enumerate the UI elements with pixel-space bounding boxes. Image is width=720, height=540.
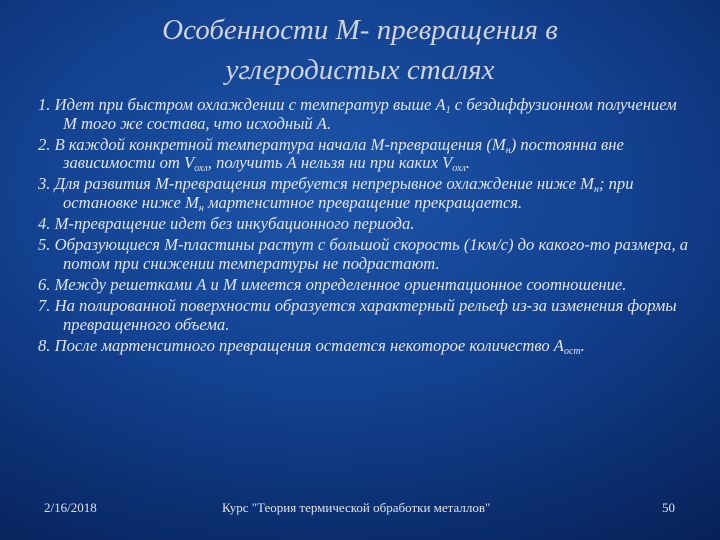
item-text: с бездиффузионном получением М того же состава, что исходный А. [63, 95, 677, 133]
slide-title-line-2: углеродистых сталях [225, 54, 495, 86]
item-number: 7. [38, 295, 51, 315]
subscript: охл [194, 163, 208, 175]
item-text: . [580, 335, 585, 355]
footer-course-name: Курс "Теория термической обработки металлов" [222, 500, 491, 515]
item-text: ) постоянна вне зависимости от V [63, 134, 624, 173]
item-text: После мартенситного превращения остается некоторое количество А [54, 335, 564, 355]
item-text: Для развития М-превращения требуется непрерывное охлаждение ниже М [54, 174, 594, 194]
item-number: 1. [38, 95, 51, 114]
item-text: Между решетками А и М имеется определенное ориентационное соотношение. [54, 274, 627, 294]
footer-page-number: 50 [662, 500, 675, 515]
item-text: На полированной поверхности образуется характерный рельеф из-за изменения формы превращенного объема. [54, 295, 677, 334]
item-text: ; при остановке ниже М [63, 174, 634, 212]
slide-footer [0, 495, 720, 519]
list-item-1 [38, 96, 690, 133]
list-item-5 [38, 236, 690, 273]
subscript: 1 [445, 105, 451, 116]
list-item-3 [38, 175, 690, 212]
list-item-2 [38, 136, 690, 173]
item-number: 5. [38, 235, 51, 255]
slide-title-line-1: Особенности М- превращения в [162, 14, 558, 46]
list-item-6 [38, 276, 690, 295]
subscript: н [198, 202, 204, 214]
item-text: Образующиеся М-пластины растут с большой скорость (1км/с) до какого-то размера, а потом при снижении температуры не подрастают. [54, 235, 689, 273]
subscript: н [593, 184, 599, 196]
body-text [38, 96, 690, 358]
subscript: ост [563, 345, 581, 357]
item-text: мартенситное превращение прекращается. [203, 192, 523, 212]
subscript: н [505, 144, 511, 156]
item-number: 3. [38, 174, 51, 194]
item-number: 8. [38, 335, 51, 355]
item-text: М-превращение идет без инкубационного периода. [54, 214, 415, 234]
item-text: Идет при быстром охлаждении с температур выше А [54, 95, 446, 114]
item-text: . [465, 153, 470, 173]
item-number: 2. [38, 134, 51, 154]
slide-title [0, 10, 720, 90]
list-item-7 [38, 297, 690, 334]
list-item-4 [38, 215, 690, 234]
item-text: , получить А нельзя ни при каких V [207, 153, 453, 173]
item-text: В каждой конкретной температура начала М-превращения (М [54, 134, 506, 154]
subscript: охл [452, 163, 466, 175]
item-number: 4. [38, 214, 51, 234]
footer-date: 2/16/2018 [44, 500, 97, 515]
item-number: 6. [38, 274, 51, 294]
list-item-8 [38, 337, 690, 356]
